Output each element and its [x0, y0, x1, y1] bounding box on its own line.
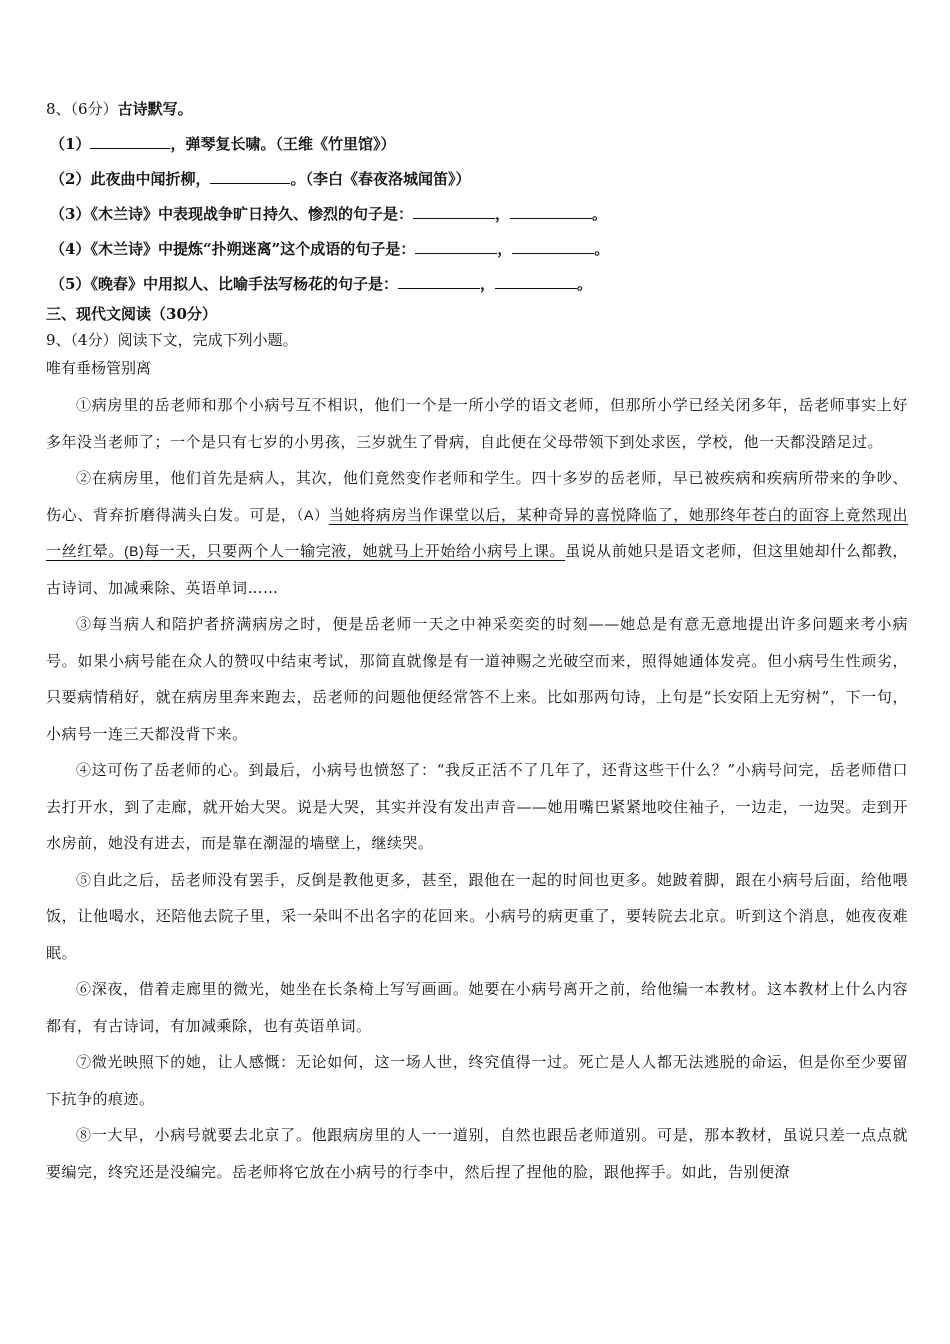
question-8-item-1 — [46, 134, 908, 153]
item-text: 《木兰诗》中表现战争旷日持久、惨烈的句子是： — [90, 205, 413, 223]
item-text: 《晚春》中用拟人、比喻手法写杨花的句子是： — [90, 275, 398, 293]
article-paragraph-1: ①病房里的岳老师和那个小病号互不相识，他们一个是一所小学的语文老师，但那所小学已经关闭多年，岳老师事实上好多年没当老师了；一个是只有七岁的小男孩，三岁就生了骨病，自此便在父母带领下到处求医，学校，他一天都没踏足过。 — [46, 396, 908, 451]
article-paragraph-3: ③每当病人和陪护者挤满病房之时，便是岳老师一天之中神采奕奕的时刻——她总是有意无意地提出许多问题来考小病号。如果小病号能在众人的赞叹中结束考试，那简直就像是有一道神赐之光破空而来，照得她通体发亮。但小病号生性顽劣，只要病情稍好，就在病房里奔来跑去，岳老师的问题他便经常答不上来。比如那两句诗，上句是“长安陌上无穷树”，下一句，小病号一连三天都没背下来。 — [46, 615, 908, 743]
item-text: ， — [494, 205, 510, 223]
article-paragraph-4: ④这可伤了岳老师的心。到最后，小病号也愤怒了：“我反正活不了几年了，还背这些干什么？”小病号问完，岳老师借口去打开水，到了走廊，就开始大哭。说是大哭，其实并没有发出声音——她用嘴巴紧紧地咬住袖子，一边走，一边哭。走到开水房前，她没有进去，而是靠在潮湿的墙壁上，继续哭。 — [46, 761, 908, 852]
article-paragraph-7: ⑦微光映照下的她，让人感慨：无论如何，这一场人世，终究值得一过。死亡是人人都无法逃脱的命运，但是你至少要留下抗争的痕迹。 — [46, 1053, 908, 1108]
question-8-item-4 — [46, 239, 908, 258]
question-8-item-5 — [46, 274, 908, 293]
answer-blank[interactable] — [510, 204, 592, 219]
item-number: （1） — [50, 135, 91, 153]
paragraph-2-start: ②在病房里，他们首先是病人，其次，他们竟然变作老师和学生。四十多岁的岳老师，早已被疾病和疾病所带来的争吵、伤心、背弃折磨得满头白发。可是， — [46, 469, 908, 524]
answer-blank[interactable] — [413, 204, 495, 219]
paragraph-2-end: 虽说从前她只是语文老师，但这里她却什么都教，古诗词、加减乘除、英语单词…… — [46, 542, 908, 597]
question-8-header — [46, 100, 908, 118]
answer-blank[interactable] — [90, 134, 170, 149]
item-text: 。 — [576, 275, 592, 293]
question-9-header — [46, 331, 908, 349]
item-number: （4） — [50, 240, 91, 258]
item-text: ，弹琴复长啸。（王维《竹里馆》） — [170, 135, 396, 153]
sentence-b-label: (B) — [123, 543, 145, 559]
answer-blank[interactable] — [495, 274, 577, 289]
exam-page — [46, 100, 908, 1190]
item-text: ， — [497, 240, 513, 258]
question-8-title: 古诗默写。 — [117, 100, 193, 118]
question-8-number: 8、（6分） — [46, 100, 118, 118]
item-text: 。（李白《春夜洛城闻笛》） — [290, 170, 471, 188]
article-paragraph-5: ⑤自此之后，岳老师没有罢手，反倒是教他更多，甚至，跟他在一起的时间也更多。她跛着脚，跟在小病号后面，给他喂饭，让他喝水，还陪他去院子里，采一朵叫不出名字的花回来。小病号的病更重了，要转院去北京。听到这个消息，她夜夜难眠。 — [46, 870, 908, 962]
item-text: 此夜曲中闻折柳， — [90, 170, 211, 188]
item-text: 《木兰诗》中提炼“扑朔迷离”这个成语的句子是： — [90, 240, 416, 258]
article-title: 唯有垂杨管别离 — [46, 359, 152, 377]
article-paragraph-8: ⑧一大早，小病号就要去北京了。他跟病房里的人一一道别，自然也跟岳老师道别。可是，那本教材，虽说只差一点点就要编完，终究还是没编完。岳老师将它放在小病号的行李中，然后捏了捏他的脸，跟他挥手。如此，告别便潦 — [46, 1126, 908, 1181]
item-number: （2） — [50, 170, 91, 188]
underlined-sentence-a: 当她将病房当作课堂以后，某种奇异的喜悦降临了，她那终年苍白的面容上竟然现出一丝红晕。 — [46, 505, 908, 560]
answer-blank[interactable] — [512, 239, 594, 254]
article-paragraph-2 — [46, 460, 908, 606]
underlined-sentence-b: 每一天，只要两个人一输完液，她就马上开始给小病号上课。 — [144, 542, 566, 560]
sentence-a-label: （A） — [296, 506, 329, 523]
section-3-heading: 三、现代文阅读（30分） — [46, 305, 217, 323]
item-number: （5） — [50, 275, 91, 293]
item-text: 。 — [594, 240, 610, 258]
question-8-item-3 — [46, 204, 908, 223]
item-text: ， — [479, 275, 495, 293]
answer-blank[interactable] — [210, 169, 290, 184]
item-number: （3） — [50, 205, 91, 223]
question-9-number: 9、（4分） — [46, 331, 118, 349]
item-text: 。 — [591, 205, 607, 223]
answer-blank[interactable] — [398, 274, 480, 289]
answer-blank[interactable] — [415, 239, 497, 254]
question-8-item-2 — [46, 169, 908, 188]
question-9-instruction: 阅读下文，完成下列小题。 — [117, 331, 298, 349]
article-paragraph-6: ⑥深夜，借着走廊里的微光，她坐在长条椅上写写画画。她要在小病号离开之前，给他编一本教材。这本教材上什么内容都有，有古诗词，有加减乘除，也有英语单词。 — [46, 980, 908, 1035]
